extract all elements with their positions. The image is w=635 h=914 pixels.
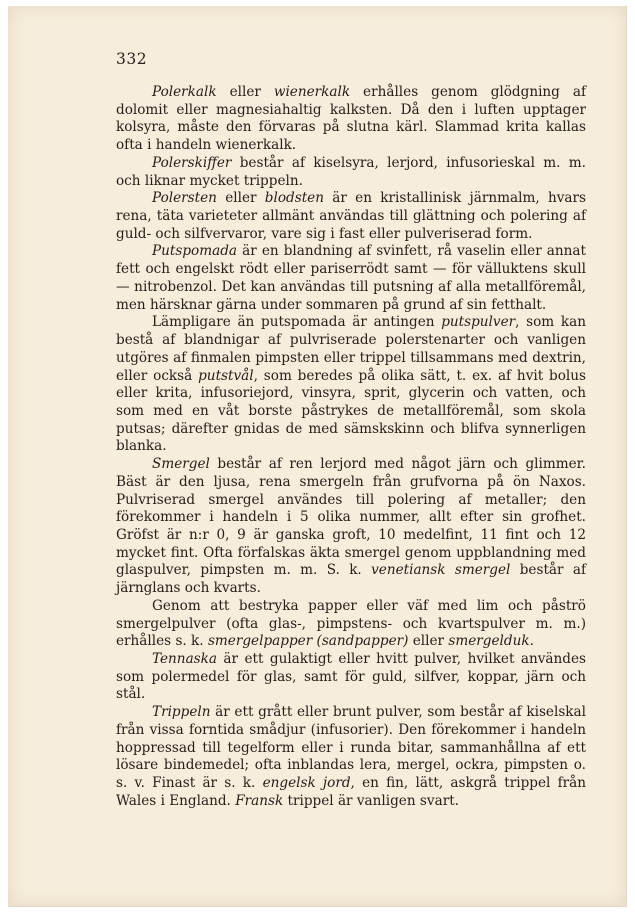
paragraph bbox=[116, 314, 586, 456]
italic-term: Polersten bbox=[152, 190, 217, 207]
italic-term: putspulver bbox=[441, 314, 516, 331]
text-run: är en blandning af svinfett, rå vaselin eller annat fett och engelskt rödt eller pariserrödt samt — för välluktens skull — nitrobenzol. Det kan användas till putsning af alla metallföremål, men härsknar gärna under sommaren på grund af sin fetthalt. bbox=[116, 243, 586, 313]
text-run: är ett grått eller brunt pulver, som består af kiselskal från vissa forntida smådjur (infusorier). Den förekommer i handeln hoppressad till tegelform eller i runda bitar, sammanhållna af ett lösare bindemedel; ofta inblandas lera, mergel, ockra, pimpsten o. s. v. Finast är s. k. bbox=[116, 704, 586, 792]
text-run: eller bbox=[216, 84, 274, 100]
text-run: , som kan bestå af blandnigar af pulvriserade polerstenarter och vanligen utgöres af finmalen pimpsten eller trippel tillsammans med dextrin, eller också bbox=[116, 314, 586, 384]
paragraph bbox=[116, 704, 586, 810]
italic-term: Polerskiffer bbox=[152, 154, 232, 171]
italic-term: Fransk bbox=[235, 792, 284, 809]
text-run: trippel är vanligen svart. bbox=[283, 792, 459, 809]
text-run: består af kiselsyra, lerjord, infusorieskal m. m. och liknar mycket trippeln. bbox=[116, 154, 586, 189]
italic-term: putstvål bbox=[198, 367, 254, 384]
book-page bbox=[8, 6, 627, 907]
text-run: består af järnglans och kvarts. bbox=[116, 562, 586, 597]
text-run: , som beredes på olika sätt, t. ex. af hvit bolus eller krita, infusoriejord, vinsyra, sprit, glycerin och vatten, och som med en våt borste påstrykes de metallföremål, som skola putsas; därefter gnidas de med sämskskinn och blifva synnerligen blanka. bbox=[116, 367, 586, 455]
italic-term: engelsk jord bbox=[262, 775, 351, 792]
text-run: är ett gulaktigt eller hvitt pulver, hvilket användes som polermedel för glas, samt för guld, silfver, koppar, järn och stål. bbox=[116, 651, 586, 703]
text-run: Lämpligare än putspomada är antingen bbox=[152, 314, 442, 331]
paragraph bbox=[116, 243, 586, 314]
text-run: , en fin, lätt, askgrå trippel från Wales i England. bbox=[116, 775, 586, 809]
paragraph bbox=[116, 84, 586, 155]
italic-term: Trippeln bbox=[152, 704, 211, 721]
italic-term: smergelpapper (sandpapper) bbox=[207, 633, 409, 650]
paragraph bbox=[116, 190, 586, 243]
text-run: eller bbox=[216, 190, 265, 207]
text-run: består af ren lerjord med något järn och glimmer. Bäst är den ljusa, rena smergeln från grufvorna på ön Naxos. Pulvriserad smergel användes till polering af metaller; den förekommer i handeln i 5 olika nummer, allt efter sin grofhet. Gröfst är n:r 0, 9 är ganska groft, 10 medelfint, 11 fint och 12 mycket fint. Ofta förfalskas äkta smergel genom uppblandning med glaspulver, pimpsten m. m. S. k. bbox=[116, 456, 586, 579]
paragraph bbox=[116, 155, 586, 190]
text-run: . bbox=[529, 633, 534, 650]
italic-term: Putspomada bbox=[152, 243, 238, 260]
italic-term: smergelduk bbox=[448, 633, 530, 650]
italic-term: Smergel bbox=[152, 456, 210, 473]
paragraph bbox=[116, 651, 586, 704]
text-run: är en kristallinisk järnmalm, hvars rena, täta varieteter allmänt användas till glättning och polering af guld- och silfvervaror, vare sig i fast eller pulveriserad form. bbox=[116, 190, 586, 242]
italic-term: Polerkalk bbox=[152, 84, 217, 100]
italic-term: Tennaska bbox=[152, 651, 217, 667]
body-text bbox=[116, 84, 586, 810]
text-run: erhålles genom glödgning af dolomit eller magnesiahaltig kalksten. Då den i luften upptager kolsyra, måste den förvaras på slutna kärl. Slammad krita kallas ofta i handeln wienerkalk. bbox=[116, 84, 586, 154]
italic-term: wienerkalk bbox=[273, 84, 351, 100]
paragraph bbox=[116, 598, 586, 651]
page-number: 332 bbox=[116, 50, 148, 68]
paragraph bbox=[116, 456, 586, 598]
text-run: Genom att bestryka papper eller väf med lim och påströ smergelpulver (ofta glas-, pimpstens- och kvartspulver m. m.) erhålles s. k. bbox=[116, 597, 586, 650]
text-run: eller bbox=[408, 633, 449, 650]
italic-term: blodsten bbox=[264, 190, 324, 207]
italic-term: venetiansk smergel bbox=[371, 562, 511, 579]
